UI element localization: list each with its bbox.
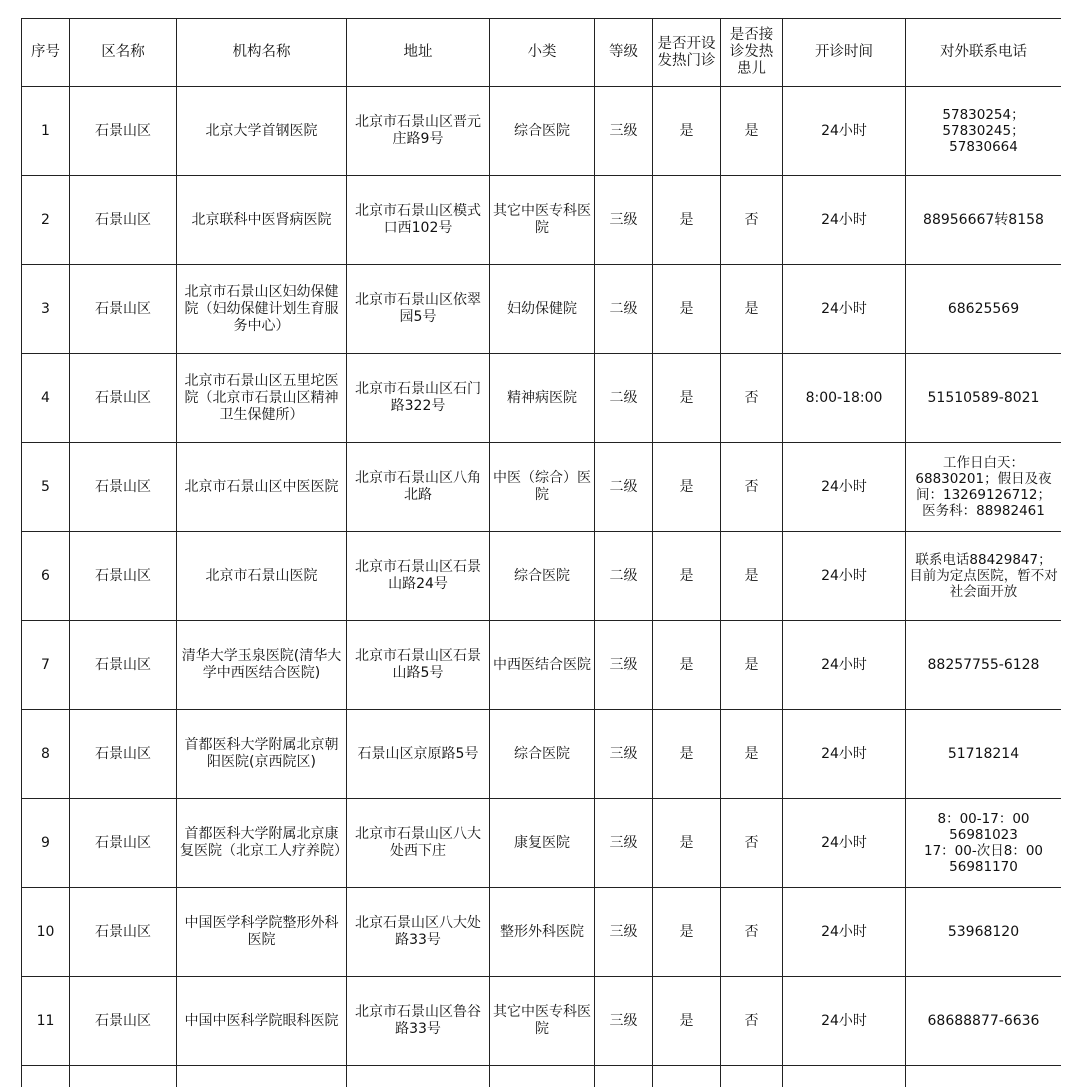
hours-cell: 24小时: [783, 265, 906, 354]
hours-cell: 8:00-18:00: [783, 354, 906, 443]
fever-clinic-cell: 是: [653, 532, 721, 621]
header-cell: 是否开设发热门诊: [653, 19, 721, 87]
hours-cell: 24小时: [783, 799, 906, 888]
institution-name: 北京市石景山区中医医院: [177, 443, 347, 532]
fever-clinic-cell: 是: [653, 443, 721, 532]
fever-clinic-cell: 是: [653, 977, 721, 1066]
pediatric-cell: 是: [721, 265, 783, 354]
row-number: 5: [22, 443, 70, 532]
address-cell: 北京市石景山区晋元庄路9号: [347, 87, 490, 176]
header-cell: 开诊时间: [783, 19, 906, 87]
fever-clinic-cell: 是: [653, 265, 721, 354]
row-number: 6: [22, 532, 70, 621]
empty-cell: [595, 1066, 653, 1087]
hospital-table-container: [21, 18, 1061, 1087]
phone-cell: 88956667转8158: [906, 176, 1062, 265]
fever-clinic-cell: 是: [653, 354, 721, 443]
hospital-table: [21, 18, 1061, 1087]
fever-clinic-cell: 是: [653, 87, 721, 176]
institution-name: 北京市石景山区妇幼保健院（妇幼保健计划生育服务中心）: [177, 265, 347, 354]
address-cell: 北京市石景山区石门路322号: [347, 354, 490, 443]
pediatric-cell: 是: [721, 710, 783, 799]
level-cell: 三级: [595, 888, 653, 977]
table-row: [22, 977, 1062, 1066]
category-cell: 妇幼保健院: [490, 265, 595, 354]
hours-cell: 24小时: [783, 621, 906, 710]
row-number: 9: [22, 799, 70, 888]
empty-cell: [177, 1066, 347, 1087]
table-row: [22, 799, 1062, 888]
district-cell: 石景山区: [70, 799, 177, 888]
district-cell: 石景山区: [70, 354, 177, 443]
row-number: 2: [22, 176, 70, 265]
category-cell: 其它中医专科医院: [490, 176, 595, 265]
pediatric-cell: 是: [721, 621, 783, 710]
pediatric-cell: 是: [721, 532, 783, 621]
district-cell: 石景山区: [70, 532, 177, 621]
category-cell: 中医（综合）医院: [490, 443, 595, 532]
header-cell: 小类: [490, 19, 595, 87]
row-number: 10: [22, 888, 70, 977]
table-row: [22, 265, 1062, 354]
empty-cell: [22, 1066, 70, 1087]
table-row: [22, 621, 1062, 710]
category-cell: 整形外科医院: [490, 888, 595, 977]
fever-clinic-cell: 是: [653, 888, 721, 977]
district-cell: 石景山区: [70, 888, 177, 977]
header-cell: 序号: [22, 19, 70, 87]
hours-cell: 24小时: [783, 532, 906, 621]
pediatric-cell: 否: [721, 799, 783, 888]
phone-cell: 8：00-17：00 56981023 17：00-次日8：00 56981170: [906, 799, 1062, 888]
fever-clinic-cell: 是: [653, 176, 721, 265]
hours-cell: 24小时: [783, 176, 906, 265]
table-row-partial: [22, 1066, 1062, 1087]
header-cell: 等级: [595, 19, 653, 87]
row-number: 7: [22, 621, 70, 710]
table-header-row: [22, 19, 1062, 87]
header-cell: 对外联系电话: [906, 19, 1062, 87]
row-number: 11: [22, 977, 70, 1066]
pediatric-cell: 是: [721, 87, 783, 176]
table-row: [22, 87, 1062, 176]
category-cell: 综合医院: [490, 532, 595, 621]
level-cell: 三级: [595, 977, 653, 1066]
district-cell: 石景山区: [70, 443, 177, 532]
hours-cell: 24小时: [783, 977, 906, 1066]
institution-name: 北京市石景山医院: [177, 532, 347, 621]
category-cell: 中西医结合医院: [490, 621, 595, 710]
phone-cell: 88257755-6128: [906, 621, 1062, 710]
level-cell: 三级: [595, 87, 653, 176]
address-cell: 北京市石景山区八角北路: [347, 443, 490, 532]
phone-cell: 联系电话88429847；目前为定点医院，暂不对社会面开放: [906, 532, 1062, 621]
district-cell: 石景山区: [70, 265, 177, 354]
empty-cell: [653, 1066, 721, 1087]
row-number: 8: [22, 710, 70, 799]
empty-cell: [721, 1066, 783, 1087]
district-cell: 石景山区: [70, 87, 177, 176]
phone-cell: 68625569: [906, 265, 1062, 354]
hours-cell: 24小时: [783, 888, 906, 977]
address-cell: 北京市石景山区石景山路24号: [347, 532, 490, 621]
category-cell: 康复医院: [490, 799, 595, 888]
category-cell: 综合医院: [490, 710, 595, 799]
header-cell: 地址: [347, 19, 490, 87]
table-row: [22, 532, 1062, 621]
institution-name: 清华大学玉泉医院(清华大学中西医结合医院): [177, 621, 347, 710]
phone-cell: 51510589-8021: [906, 354, 1062, 443]
address-cell: 北京石景山区八大处路33号: [347, 888, 490, 977]
institution-name: 北京联科中医肾病医院: [177, 176, 347, 265]
row-number: 4: [22, 354, 70, 443]
phone-cell: 68688877-6636: [906, 977, 1062, 1066]
district-cell: 石景山区: [70, 176, 177, 265]
table-body: [22, 87, 1062, 1087]
hours-cell: 24小时: [783, 443, 906, 532]
table-row: [22, 888, 1062, 977]
institution-name: 首都医科大学附属北京康复医院（北京工人疗养院）: [177, 799, 347, 888]
row-number: 3: [22, 265, 70, 354]
hours-cell: 24小时: [783, 710, 906, 799]
fever-clinic-cell: 是: [653, 710, 721, 799]
fever-clinic-cell: 是: [653, 621, 721, 710]
pediatric-cell: 否: [721, 176, 783, 265]
empty-cell: [906, 1066, 1062, 1087]
address-cell: 北京市石景山区模式口西102号: [347, 176, 490, 265]
pediatric-cell: 否: [721, 443, 783, 532]
header-cell: 区名称: [70, 19, 177, 87]
phone-cell: 57830254； 57830245； 57830664: [906, 87, 1062, 176]
district-cell: 石景山区: [70, 977, 177, 1066]
pediatric-cell: 否: [721, 888, 783, 977]
header-cell: 机构名称: [177, 19, 347, 87]
level-cell: 三级: [595, 621, 653, 710]
level-cell: 三级: [595, 176, 653, 265]
institution-name: 北京市石景山区五里坨医院（北京市石景山区精神卫生保健所）: [177, 354, 347, 443]
pediatric-cell: 否: [721, 354, 783, 443]
level-cell: 三级: [595, 710, 653, 799]
level-cell: 二级: [595, 532, 653, 621]
fever-clinic-cell: 是: [653, 799, 721, 888]
category-cell: 其它中医专科医院: [490, 977, 595, 1066]
district-cell: 石景山区: [70, 621, 177, 710]
institution-name: 首都医科大学附属北京朝阳医院(京西院区): [177, 710, 347, 799]
pediatric-cell: 否: [721, 977, 783, 1066]
phone-cell: 51718214: [906, 710, 1062, 799]
address-cell: 北京市石景山区鲁谷路33号: [347, 977, 490, 1066]
phone-cell: 工作日白天： 68830201；假日及夜间：13269126712； 医务科：88982461: [906, 443, 1062, 532]
empty-cell: [347, 1066, 490, 1087]
level-cell: 二级: [595, 354, 653, 443]
table-row: [22, 443, 1062, 532]
level-cell: 三级: [595, 799, 653, 888]
institution-name: 中国医学科学院整形外科医院: [177, 888, 347, 977]
table-row: [22, 354, 1062, 443]
institution-name: 中国中医科学院眼科医院: [177, 977, 347, 1066]
row-number: 1: [22, 87, 70, 176]
empty-cell: [783, 1066, 906, 1087]
institution-name: 北京大学首钢医院: [177, 87, 347, 176]
district-cell: 石景山区: [70, 710, 177, 799]
category-cell: 精神病医院: [490, 354, 595, 443]
address-cell: 北京市石景山区八大处西下庄: [347, 799, 490, 888]
table-row: [22, 176, 1062, 265]
empty-cell: [70, 1066, 177, 1087]
category-cell: 综合医院: [490, 87, 595, 176]
level-cell: 二级: [595, 443, 653, 532]
level-cell: 二级: [595, 265, 653, 354]
phone-cell: 53968120: [906, 888, 1062, 977]
address-cell: 北京市石景山区依翠园5号: [347, 265, 490, 354]
address-cell: 石景山区京原路5号: [347, 710, 490, 799]
header-cell: 是否接诊发热患儿: [721, 19, 783, 87]
hours-cell: 24小时: [783, 87, 906, 176]
empty-cell: [490, 1066, 595, 1087]
address-cell: 北京市石景山区石景山路5号: [347, 621, 490, 710]
table-row: [22, 710, 1062, 799]
